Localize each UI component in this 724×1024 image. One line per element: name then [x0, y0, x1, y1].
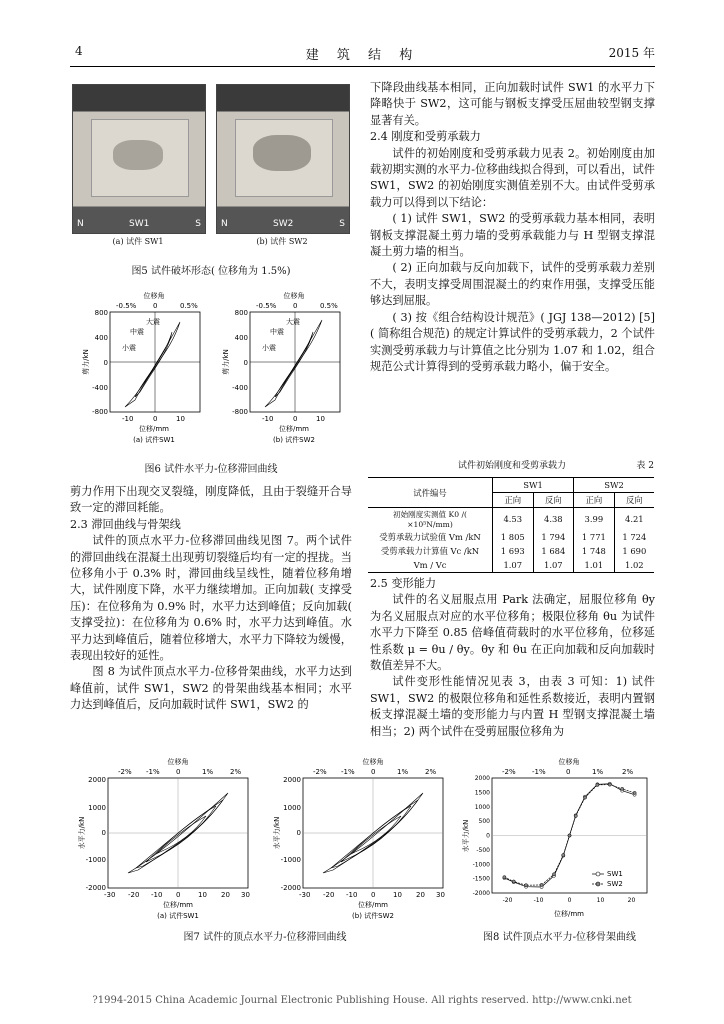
paragraph: 试件变形性能情况见表 3，由表 3 可知：1) 试件 SW1，SW2 的极限位移角和延性系数接近，表明内置钢板支撑混凝土墙的变形能力与内置 H 型钢支撑混凝土墙相当；2) 两个试件在受剪屈服位移角为 [370, 675, 655, 738]
fig8-caption: 图8 试件顶点水平力-位移骨架曲线 [483, 932, 636, 943]
table2-cell: 1 794 [533, 530, 574, 544]
fig6-top-tick: 0 [293, 302, 298, 310]
fig7-top-tick: 1% [397, 768, 409, 776]
fig7-xlabel: 位移/mm [358, 901, 388, 909]
fig8-point-sw2 [596, 783, 599, 786]
fig8-ytick: 500 [478, 818, 490, 826]
fig5-label-n-b: N [221, 219, 228, 229]
fig8-legend-marker-sw1 [596, 872, 600, 876]
fig8-ytick: 1000 [474, 803, 490, 811]
fig8-point-sw2 [540, 883, 543, 886]
fig8-top-tick: -2% [502, 768, 516, 776]
table2-cell: 3.99 [574, 508, 615, 531]
paragraph: 下降段曲线基本相同，正向加载时试件 SW1 的水平力下降略快于 SW2，这可能与钢板支撑受压屈曲较型钢支撑显著有关。 [370, 81, 655, 127]
fig7-ytick: -2000 [280, 884, 301, 892]
fig7-ytick: 1000 [88, 804, 106, 812]
fig7-top-tick: 2% [425, 768, 437, 776]
fig5-label-n-a: N [77, 219, 84, 229]
table2-row-label: 受剪承载力计算值 Vc /kN [380, 546, 480, 556]
table2-cell: 1 690 [614, 544, 654, 558]
header-rule [70, 66, 655, 67]
fig6-ylabel: 剪力/kN [222, 349, 230, 375]
table2-row-label: Vm / Vc [368, 558, 493, 573]
fig6-xtick: 10 [316, 415, 325, 423]
fig6-xtick: 0 [293, 415, 298, 423]
fig8-point-sw2 [525, 884, 528, 887]
fig6-ytick: 400 [234, 334, 248, 342]
fig7-xtick: -10 [346, 891, 358, 899]
table2-cell: 1 693 [493, 544, 534, 558]
fig6-top-tick: 0.5% [320, 302, 338, 310]
fig6-caption: 图6 试件水平力-位移滞回曲线 [144, 464, 278, 475]
paragraph: ( 1) 试件 SW1，SW2 的受剪承载力基本相同，表明钢板支撑混凝土剪力墙的受剪承载能力与 H 型钢支撑混凝土剪力墙的相当。 [370, 212, 655, 259]
table-row [368, 530, 654, 544]
fig6-ytick: 800 [234, 309, 248, 317]
fig5-label-s-b: S [339, 219, 345, 229]
fig6-xtick: -10 [122, 415, 134, 423]
table2-cell: 1.07 [533, 558, 574, 573]
fig7-top-tick: -2% [118, 768, 132, 776]
fig8-point-sw2 [621, 787, 624, 790]
right-column-lower [370, 576, 655, 740]
fig6-top-title-a: 位移角 [143, 292, 165, 300]
fig7-top-tick: -1% [341, 768, 355, 776]
fig5-label-sw1: SW1 [129, 219, 150, 229]
fig6-annot-mid: 中震 [270, 328, 284, 336]
copyright-footer: ?1994-2015 China Academic Journal Electronic Publishing House. All rights reserved. http://www.cnki.net [92, 995, 632, 1006]
fig7-ytick: 1000 [283, 804, 301, 812]
fig8-xtick: 0 [567, 897, 572, 904]
fig8-point-sw2 [574, 814, 577, 817]
fig7-xtick: 20 [416, 891, 425, 899]
fig8-ytick: -2000 [472, 890, 490, 897]
table2-number: 表 2 [636, 461, 654, 471]
fig6-chart [82, 290, 352, 450]
fig8-xtick: -20 [502, 897, 513, 904]
fig8-ytick: -1000 [472, 861, 490, 869]
page-number: 4 [75, 44, 83, 58]
fig6-annot-minor: 小震 [122, 344, 136, 352]
table2-cell: 1.07 [493, 558, 534, 573]
table2-header-cell: SW1 [493, 478, 574, 493]
table-row [368, 508, 654, 531]
fig6-ytick: -800 [92, 408, 108, 416]
table2-cell: 1.02 [614, 558, 654, 573]
fig7-top-title-b: 位移角 [362, 758, 384, 766]
paragraph: 试件的初始刚度和受剪承载力见表 2。初始刚度由加载初期实测的水平力-位移曲线拟合得到，可以看出，试件 SW1，SW2 的初始刚度实测值差别不大。由试件受剪承载力可以得到以下结论： [370, 146, 655, 209]
fig7-xtick: 20 [221, 891, 230, 899]
fig6-annot-mid: 中震 [130, 328, 144, 336]
fig7-ytick: -1000 [280, 856, 301, 864]
fig8-ytick: 1500 [474, 789, 490, 797]
table2-header-cell: 正向 [574, 493, 615, 508]
table2-header-cell: 反向 [614, 493, 654, 508]
fig7-top-tick: -1% [146, 768, 160, 776]
fig7-top-tick: 2% [230, 768, 242, 776]
fig5-photo-sw2 [216, 84, 350, 234]
table2-cell: 4.21 [614, 508, 654, 531]
fig8-point-sw2 [568, 834, 571, 837]
table2 [368, 477, 654, 573]
fig8-chart [462, 758, 657, 928]
fig8-ytick: -500 [476, 846, 490, 854]
fig8-legend-marker-sw2 [596, 882, 600, 886]
fig7-sub-a: (a) 试件SW1 [157, 912, 199, 920]
fig7-top-tick: 1% [202, 768, 214, 776]
fig8-point-sw2 [633, 791, 636, 794]
fig6-ytick: -400 [92, 384, 108, 392]
issue-year: 2015 年 [608, 46, 655, 60]
fig8-legend-sw1: SW1 [607, 870, 623, 878]
table2-cell: 1.01 [574, 558, 615, 573]
fig7-ylabel: 水平力/kN [273, 816, 281, 850]
fig6-ytick: 0 [103, 359, 108, 367]
right-column [370, 80, 655, 375]
table2-cell: 4.53 [493, 508, 534, 531]
fig7-top-tick: 0 [176, 768, 181, 776]
fig8-point-sw2 [562, 853, 565, 856]
table2-cell: 1 724 [614, 530, 654, 544]
fig7-xtick: 10 [198, 891, 207, 899]
left-column [70, 484, 352, 714]
section-heading: 2.5 变形能力 [370, 577, 437, 590]
fig8-point-sw2 [512, 880, 515, 883]
fig6-ytick: 400 [94, 334, 108, 342]
fig8-point-sw2 [608, 783, 611, 786]
fig6-ytick: 800 [94, 309, 108, 317]
table2-cell: 1 771 [574, 530, 615, 544]
fig8-ytick: 2000 [474, 775, 490, 782]
section-heading: 2.3 滞回曲线与骨架线 [70, 517, 181, 531]
table2-cell: 1 684 [533, 544, 574, 558]
fig5-caption: 图5 试件破坏形态( 位移角为 1.5%) [131, 266, 291, 277]
table2-cell: 1 805 [493, 530, 534, 544]
fig6-top-tick: 0.5% [180, 302, 198, 310]
fig8-top-tick: -1% [532, 768, 546, 776]
fig8-xlabel: 位移/mm [554, 910, 584, 918]
fig6-annot-minor: 小震 [262, 344, 276, 352]
fig7-top-tick: 0 [371, 768, 376, 776]
fig6-top-tick: 0 [153, 302, 158, 310]
fig7-xtick: -20 [128, 891, 140, 899]
fig7-ytick: -1000 [85, 856, 106, 864]
paragraph: 试件的顶点水平力-位移滞回曲线见图 7。两个试件的滞回曲线在混凝土出现剪切裂缝后均有一定的捏拢。当位移角小于 0.3% 时，滞回曲线呈线性，随着位移角增大，试件刚度下降，水平力继续增加。正向加载( 支撑受压)：在位移角为 0.9% 时，水平力达到峰值；反向加载( 支撑受拉)：在位移角为 0.6% 时，水平力达到峰值。水平力达到峰值后，随着位移增大，水平力下降较为缓慢，表现出较好的延性。 [70, 534, 352, 663]
fig7-xtick: -30 [299, 891, 311, 899]
table2-header-cell: SW2 [574, 478, 654, 493]
fig8-ytick: 0 [486, 832, 490, 840]
fig6-top-tick: -0.5% [256, 302, 277, 310]
fig7-xtick: -30 [104, 891, 116, 899]
table2-header-cell: 正向 [493, 493, 534, 508]
fig7-xtick: 10 [393, 891, 402, 899]
paragraph: 试件的名义屈服点用 Park 法确定，屈服位移角 θy 为名义屈服点对应的水平位移角；极限位移角 θu 为试件水平力下降至 0.85 倍峰值荷载时的水平位移角，位移延性系数 μ = θu / θy。θy 和 θu 在正向加载和反向加载时数值差异不大。 [370, 593, 655, 673]
fig7-ytick: 0 [296, 829, 301, 837]
fig7-top-title-a: 位移角 [167, 758, 189, 766]
fig8-top-tick: 1% [592, 768, 604, 776]
fig8-top-tick: 2% [622, 768, 634, 776]
page-header [70, 44, 655, 62]
fig8-ylabel: 水平力/kN [462, 819, 470, 853]
fig5-sub-b: (b) 试件 SW2 [256, 237, 308, 246]
fig8-xtick: -10 [533, 897, 544, 904]
fig7-top-tick: -2% [313, 768, 327, 776]
fig6-xlabel: 位移/mm [139, 425, 169, 433]
table2-cell: 4.38 [533, 508, 574, 531]
fig7-xtick: 0 [176, 891, 181, 899]
fig8-point-sw2 [583, 796, 586, 799]
fig7-caption: 图7 试件的顶点水平力-位移滞回曲线 [183, 932, 347, 943]
fig7-ytick: 2000 [283, 776, 301, 784]
fig6-ytick: 0 [243, 359, 248, 367]
fig7-chart [78, 758, 453, 928]
fig6-xtick: 0 [153, 415, 158, 423]
fig5-sub-a: (a) 试件 SW1 [112, 237, 164, 246]
fig6-xtick: -10 [262, 415, 274, 423]
section-heading: 2.4 刚度和受剪承载力 [370, 130, 481, 144]
fig6-ytick: -800 [232, 408, 248, 416]
fig7-sub-b: (b) 试件SW2 [352, 912, 394, 920]
table2-header-cell: 试件编号 [368, 478, 493, 508]
fig6-sub-b: (b) 试件SW2 [273, 436, 315, 444]
fig5-photo-sw1 [72, 84, 206, 234]
fig6-xtick: 10 [176, 415, 185, 423]
fig5-label-sw2: SW2 [273, 219, 294, 229]
fig8-point-sw2 [503, 876, 506, 879]
fig6-annot-major: 大震 [146, 318, 160, 326]
fig7-ytick: -2000 [85, 884, 106, 892]
table2-header-cell: 反向 [533, 493, 574, 508]
fig8-xtick: 10 [596, 897, 605, 904]
fig7-ylabel: 水平力/kN [78, 816, 86, 850]
paragraph: ( 2) 正向加载与反向加载下，试件的受剪承载力差别不大，表明支撑受周围混凝土的约束作用强，支撑受压能够达到屈服。 [370, 261, 655, 308]
table2-title: 试件初始刚度和受剪承载力 [458, 461, 567, 471]
table2-row-label: 初始刚度实测值 K0 /( ×10⁵N/mm) [392, 510, 467, 529]
fig8-point-sw2 [552, 873, 555, 876]
paragraph: ( 3) 按《组合结构设计规范》( JGJ 138—2012) [5]( 简称组合规范) 的规定计算试件的受剪承载力，2 个试件实测受剪承载力与计算值之比分别为 1.07 和 1.02，组合规范公式计算得到的受剪承载力略小，偏于安全。 [370, 310, 655, 373]
fig6-ytick: -400 [232, 384, 248, 392]
fig8-top-title: 位移角 [558, 758, 580, 766]
table2-row-label: 受剪承载力试验值 Vm /kN [379, 532, 481, 542]
fig7-xtick: 30 [436, 891, 445, 899]
fig6-sub-a: (a) 试件SW1 [133, 436, 175, 444]
paragraph: 剪力作用下出现交叉裂缝，刚度降低，且由于裂缝开合导致一定的滞回耗能。 [70, 485, 352, 515]
fig6-xlabel: 位移/mm [279, 425, 309, 433]
fig6-top-tick: -0.5% [116, 302, 137, 310]
fig7-xtick: 30 [241, 891, 250, 899]
fig6-annot-major: 大震 [286, 318, 300, 326]
fig7-xtick: -10 [151, 891, 163, 899]
fig5-label-s-a: S [195, 219, 201, 229]
fig7-xlabel: 位移/mm [163, 901, 193, 909]
fig7-ytick: 0 [101, 829, 106, 837]
fig6-top-title-b: 位移角 [283, 292, 305, 300]
table-row [368, 544, 654, 558]
paragraph: 图 8 为试件顶点水平力-位移骨架曲线，水平力达到峰值前，试件 SW1，SW2 的骨架曲线基本相同；水平力达到峰值后，反向加载时试件 SW1，SW2 的 [70, 665, 352, 712]
fig7-xtick: -20 [323, 891, 335, 899]
table-row [368, 558, 654, 573]
table2-cell: 1 748 [574, 544, 615, 558]
fig8-ytick: -1500 [472, 875, 490, 883]
fig8-xtick: 20 [627, 897, 636, 904]
fig7-xtick: 0 [371, 891, 376, 899]
fig8-legend-sw2: SW2 [607, 880, 623, 888]
fig8-top-tick: 0 [566, 768, 571, 776]
fig7-ytick: 2000 [88, 776, 106, 784]
journal-title: 建 筑 结 构 [305, 48, 420, 63]
fig6-ylabel: 剪力/kN [82, 349, 90, 375]
